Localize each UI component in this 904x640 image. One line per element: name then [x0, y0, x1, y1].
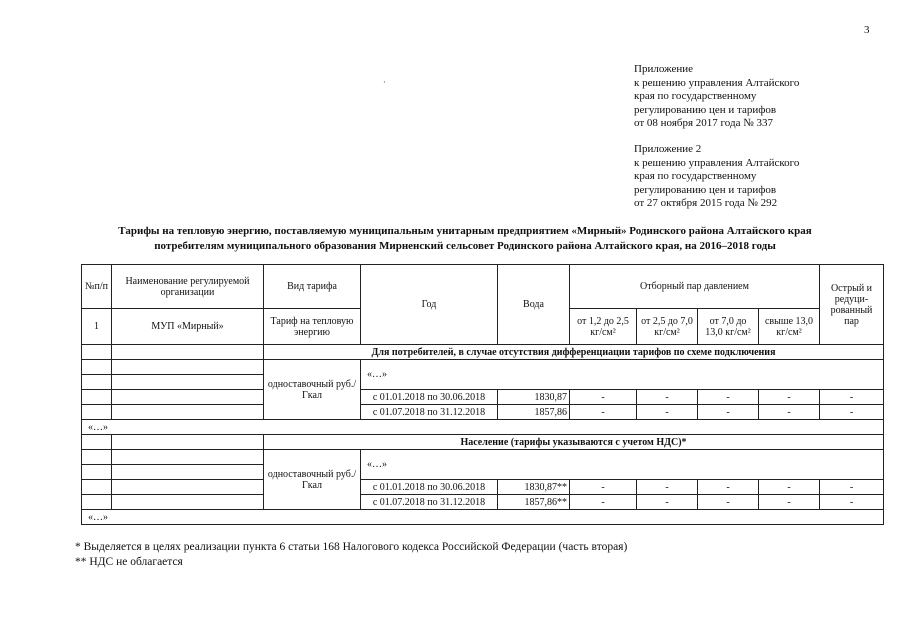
footnote-no-vat: ** НДС не облагается: [75, 556, 183, 568]
dash-cell: -: [570, 495, 637, 510]
water-value: 1830,87: [498, 390, 570, 405]
header-steam: Отборный пар давлением: [570, 265, 820, 309]
omitted-rows-ellipsis: «…»: [82, 510, 884, 525]
header-sharp-steam: Острый и редуци-рованный пар: [820, 265, 884, 345]
period-cell: с 01.07.2018 по 31.12.2018: [361, 495, 498, 510]
appendix-line: Приложение 2: [634, 143, 702, 155]
dash-cell: -: [820, 480, 884, 495]
header-steam-3: от 7,0 до 13,0 кг/см²: [698, 309, 759, 345]
dash-cell: -: [570, 390, 637, 405]
section-1-tariff-type: одноставочный руб./Гкал: [264, 360, 361, 420]
appendix-line: к решению управления Алтайского: [634, 156, 800, 169]
header-num: №п/п: [82, 265, 112, 309]
appendix-line: от 08 ноября 2017 года № 337: [634, 117, 773, 129]
water-value: 1857,86**: [498, 495, 570, 510]
dash-cell: -: [759, 405, 820, 420]
dash-cell: -: [637, 480, 698, 495]
header-steam-2: от 2,5 до 7,0 кг/см²: [637, 309, 698, 345]
scan-speck: ·: [383, 78, 386, 87]
section-2-tariff-type: одноставочный руб./Гкал: [264, 450, 361, 510]
table-row: [82, 390, 884, 405]
appendix-2-block: [634, 143, 864, 211]
dash-cell: -: [637, 390, 698, 405]
appendix-line: регулированию цен и тарифов: [634, 183, 777, 196]
section-1-title: Для потребителей, в случае отсутствия дифференциации тарифов по схеме подключения: [264, 345, 884, 360]
org-tariff-type: Тариф на тепловую энергию: [264, 309, 361, 345]
org-num: 1: [82, 309, 112, 345]
title-line: Тарифы на тепловую энергию, поставляемую муниципальным унитарным предприятием «Мирный» Родинского района Алтайского края: [118, 225, 812, 237]
dash-cell: -: [698, 405, 759, 420]
header-steam-4: свыше 13,0 кг/см²: [759, 309, 820, 345]
dash-cell: -: [759, 495, 820, 510]
section-1-ellipsis: «…»: [361, 360, 884, 390]
section-2-ellipsis: «…»: [361, 450, 884, 480]
omitted-rows-ellipsis: «…»: [82, 420, 884, 435]
period-cell: с 01.01.2018 по 30.06.2018: [361, 390, 498, 405]
appendix-line: края по государственному: [634, 170, 757, 182]
dash-cell: -: [570, 480, 637, 495]
dash-cell: -: [759, 390, 820, 405]
period-cell: с 01.01.2018 по 30.06.2018: [361, 480, 498, 495]
dash-cell: -: [698, 480, 759, 495]
dash-cell: -: [637, 405, 698, 420]
dash-cell: -: [637, 495, 698, 510]
dash-cell: -: [759, 480, 820, 495]
header-org: Наименование регулируемой организации: [112, 265, 264, 309]
appendix-line: Приложение: [634, 63, 694, 75]
org-name: МУП «Мирный»: [112, 309, 264, 345]
dash-cell: -: [820, 390, 884, 405]
dash-cell: -: [820, 495, 884, 510]
header-type: Вид тарифа: [264, 265, 361, 309]
document-title: [60, 224, 870, 254]
table-row: [82, 405, 884, 420]
appendix-line: края по государственному: [634, 90, 757, 102]
header-year: Год: [361, 265, 498, 345]
dash-cell: -: [570, 405, 637, 420]
appendix-line: к решению управления Алтайского: [634, 76, 800, 89]
tariff-table: [81, 264, 884, 525]
period-cell: с 01.07.2018 по 31.12.2018: [361, 405, 498, 420]
header-water: Вода: [498, 265, 570, 345]
appendix-1-block: [634, 63, 864, 131]
dash-cell: -: [820, 405, 884, 420]
dash-cell: -: [698, 390, 759, 405]
title-line: потребителям муниципального образования Мирненский сельсовет Родинского района Алтайского края, на 2016–2018 годы: [154, 240, 776, 252]
page-number: 3: [864, 24, 870, 36]
header-steam-1: от 1,2 до 2,5 кг/см²: [570, 309, 637, 345]
section-2-title: Население (тарифы указываются с учетом НДС)*: [264, 435, 884, 450]
footnotes: [75, 540, 627, 570]
appendix-line: регулированию цен и тарифов: [634, 103, 777, 116]
table-row: [82, 495, 884, 510]
water-value: 1857,86: [498, 405, 570, 420]
dash-cell: -: [698, 495, 759, 510]
appendix-line: от 27 октября 2015 года № 292: [634, 197, 778, 209]
table-row: [82, 480, 884, 495]
water-value: 1830,87**: [498, 480, 570, 495]
footnote-vat: * Выделяется в целях реализации пункта 6 статьи 168 Налогового кодекса Российской Федерации (часть вторая): [75, 541, 628, 553]
